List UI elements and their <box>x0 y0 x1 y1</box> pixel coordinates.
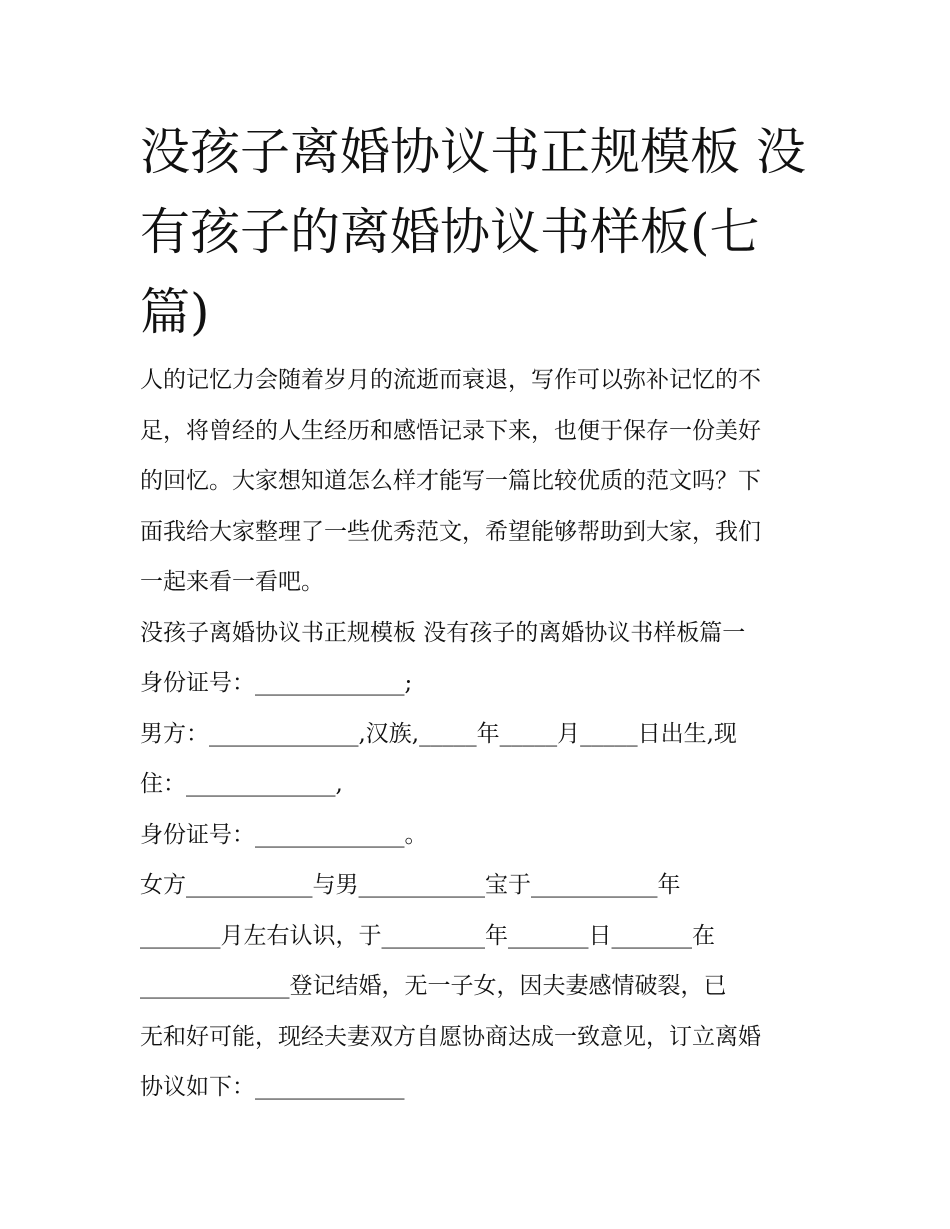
title-line: 有孩子的离婚协议书样板(七 <box>140 203 760 261</box>
title-line: 篇) <box>140 283 210 341</box>
husband-info-line: 男方：_____________,汉族,_____年_____月_____日出生,现 <box>140 720 737 747</box>
agreement-line: 无和好可能，现经夫妻双方自愿协商达成一致意见，订立离婚 <box>140 1023 761 1050</box>
intro-line: 足，将曾经的人生经历和感悟记录下来，也便于保存一份美好 <box>140 417 761 444</box>
intro-line: 一起来看一看吧。 <box>140 569 324 595</box>
document-title <box>140 112 820 352</box>
section-heading: 没孩子离婚协议书正规模板 没有孩子的离婚协议书样板篇一 <box>140 619 746 646</box>
intro-line: 面我给大家整理了一些优秀范文，希望能够帮助到大家，我们 <box>140 518 761 545</box>
agreement-line: _____________登记结婚，无一子女，因夫妻感情破裂，已 <box>140 973 727 999</box>
title-line: 没孩子离婚协议书正规模板 没 <box>140 123 806 181</box>
intro-line: 的回忆。大家想知道怎么样才能写一篇比较优质的范文吗？下 <box>140 468 761 494</box>
address-line: 住：_____________, <box>140 771 343 797</box>
agreement-line: 女方___________与男___________宝于___________年 <box>140 872 681 898</box>
agreement-line: 协议如下：_____________ <box>140 1074 405 1100</box>
id-number-line: 身份证号：_____________; <box>140 670 413 696</box>
document-body <box>140 355 820 1113</box>
agreement-line: _______月左右认识，于_________年_______日_______在 <box>140 922 715 949</box>
id-number-line: 身份证号：_____________。 <box>140 821 428 848</box>
intro-line: 人的记忆力会随着岁月的流逝而衰退，写作可以弥补记忆的不 <box>140 367 761 393</box>
